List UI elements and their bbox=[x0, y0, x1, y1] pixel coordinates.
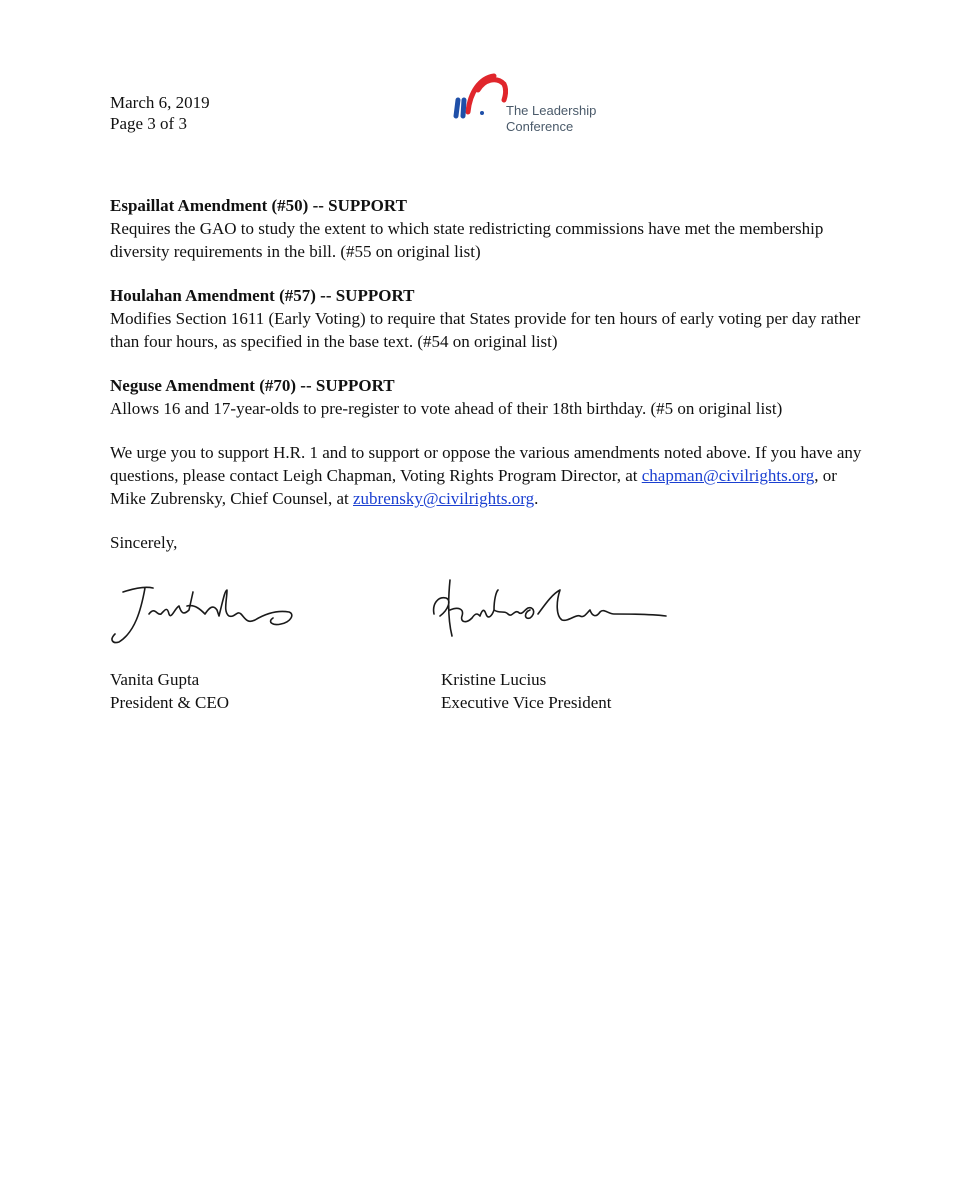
chapman-email-link[interactable]: chapman@civilrights.org bbox=[641, 466, 815, 485]
closing-text-3: . bbox=[534, 489, 539, 508]
logo-line-1: The Leadership bbox=[506, 103, 597, 118]
letter-date: March 6, 2019 bbox=[110, 93, 210, 112]
signature-block bbox=[0, 570, 979, 730]
signer-vanita-gupta bbox=[110, 668, 229, 714]
amendment-description: Modifies Section 1611 (Early Voting) to require that States provide for ten hours of early voting per day rather than four hours, as specified in the base text. (#54 on original list) bbox=[110, 309, 861, 351]
closing-paragraph bbox=[110, 441, 870, 510]
closing-text-1: We urge you to support H.R. 1 and to support or oppose the various amendments noted above. If you have any questions, please contact Leigh Chapman, Voting Rights Program Director, at bbox=[110, 443, 862, 485]
signer-name: Vanita Gupta bbox=[110, 670, 200, 689]
closing-text-2: , or Mike Zubrensky, Chief Counsel, at bbox=[110, 466, 837, 508]
amendment-description: Allows 16 and 17-year-olds to pre-register to vote ahead of their 18th birthday. (#5 on original list) bbox=[110, 399, 783, 418]
amendment-houlahan bbox=[110, 284, 870, 353]
logo-arcs-icon bbox=[448, 70, 508, 130]
signer-title: Executive Vice President bbox=[441, 693, 612, 712]
signer-kristine-lucius bbox=[441, 668, 612, 714]
vanita-gupta-signature bbox=[105, 570, 305, 650]
kristine-lucius-signature bbox=[420, 570, 680, 650]
amendment-title: Neguse Amendment (#70) -- SUPPORT bbox=[110, 376, 395, 395]
letter-body bbox=[110, 194, 870, 554]
logo-line-2: Conference bbox=[506, 119, 574, 134]
signer-name: Kristine Lucius bbox=[441, 670, 547, 689]
logo-text bbox=[506, 103, 596, 135]
signer-title: President & CEO bbox=[110, 693, 229, 712]
amendment-neguse bbox=[110, 374, 870, 420]
zubrensky-email-link[interactable]: zubrensky@civilrights.org bbox=[353, 489, 535, 508]
page-number: Page 3 of 3 bbox=[110, 114, 187, 133]
letter-header bbox=[110, 92, 210, 134]
leadership-conference-logo bbox=[448, 70, 628, 140]
amendment-description: Requires the GAO to study the extent to which state redistricting commissions have met the membership diversity requirements in the bill. (#55 on original list) bbox=[110, 219, 824, 261]
sign-off: Sincerely, bbox=[110, 533, 178, 552]
amendment-title: Houlahan Amendment (#57) -- SUPPORT bbox=[110, 286, 415, 305]
amendment-title: Espaillat Amendment (#50) -- SUPPORT bbox=[110, 196, 407, 215]
amendment-espaillat bbox=[110, 194, 870, 263]
